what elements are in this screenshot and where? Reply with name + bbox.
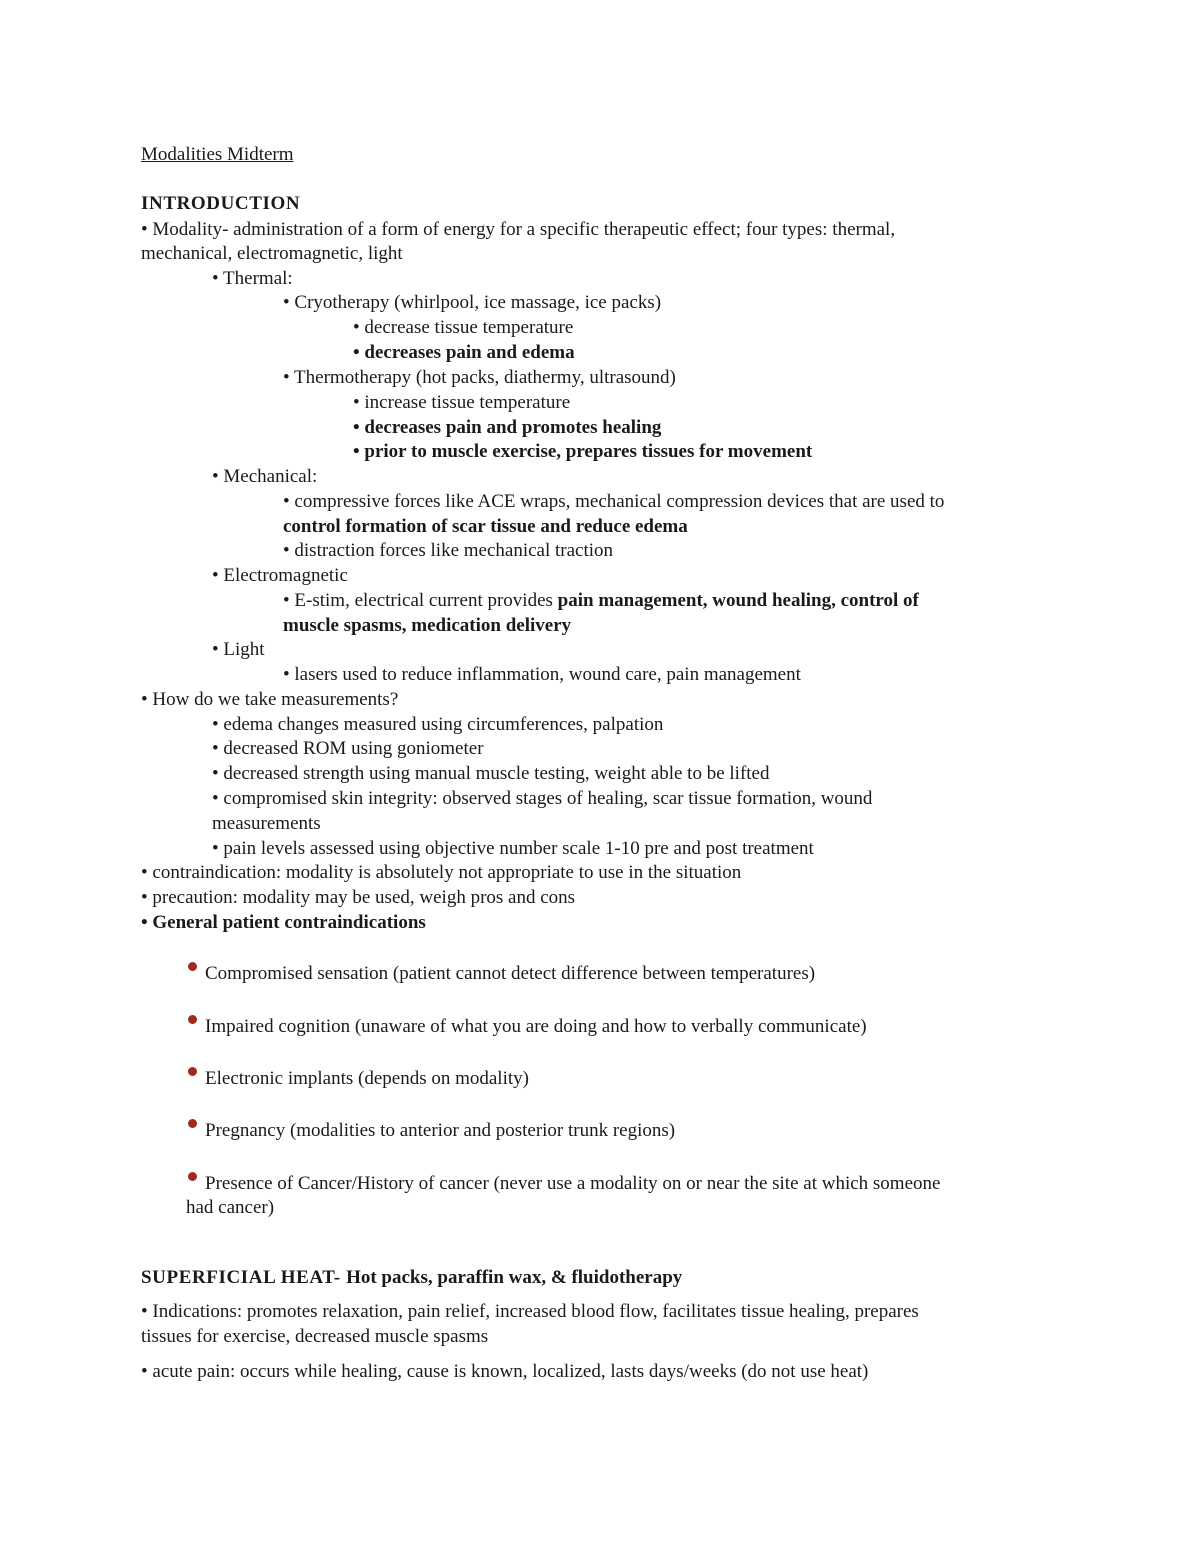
- compressive-forces-line-2: [283, 515, 688, 539]
- contraindication-item-4: [188, 1119, 675, 1143]
- contraindication-item-3: [188, 1067, 529, 1091]
- thermotherapy-effect-3: [353, 440, 812, 464]
- red-bullet-icon: [188, 1067, 197, 1076]
- measurement-skin-line-2: measurements: [212, 813, 321, 834]
- cryotherapy-effect-1: • decrease tissue temperature: [353, 317, 574, 338]
- contraindication-item-5-line-1: [188, 1172, 940, 1196]
- section-heading-superficial-heat: [141, 1266, 682, 1290]
- red-bullet-icon: [188, 1119, 197, 1128]
- electromagnetic-item: • Electromagnetic: [212, 565, 348, 586]
- measurements-question: • How do we take measurements?: [141, 689, 399, 710]
- contraindication-item-4-text: Pregnancy (modalities to anterior and posterior trunk regions): [205, 1120, 676, 1141]
- general-contraindications-bold: • General patient contraindications: [141, 912, 426, 933]
- superficial-heat-rest: Hot packs, paraffin wax, & fluidotherapy: [346, 1267, 683, 1288]
- thermotherapy-effect-3-bold: • prior to muscle exercise, prepares tissues for movement: [353, 441, 813, 462]
- distraction-forces-item: • distraction forces like mechanical traction: [283, 540, 614, 561]
- superficial-heat-caps: SUPERFICIAL HEAT-: [141, 1267, 347, 1288]
- thermotherapy-effect-1: • increase tissue temperature: [353, 392, 571, 413]
- estim-line-1-bold: pain management, wound healing, control of: [557, 590, 919, 611]
- measurement-pain: • pain levels assessed using objective number scale 1-10 pre and post treatment: [212, 838, 814, 859]
- compressive-forces-line-1: • compressive forces like ACE wraps, mechanical compression devices that are used to: [283, 491, 945, 512]
- contraindication-item-3-text: Electronic implants (depends on modality): [205, 1068, 529, 1089]
- measurement-skin-line-1: • compromised skin integrity: observed stages of healing, scar tissue formation, wound: [212, 788, 873, 809]
- contraindication-item-2-text: Impaired cognition (unaware of what you are doing and how to verbally communicate): [205, 1016, 867, 1037]
- red-bullet-icon: [188, 1172, 197, 1181]
- heat-indications-line-1: • Indications: promotes relaxation, pain relief, increased blood flow, facilitates tissue healing, prepares: [141, 1301, 919, 1322]
- red-bullet-icon: [188, 962, 197, 971]
- red-bullet-icon: [188, 1015, 197, 1024]
- contraindication-item-2: [188, 1015, 867, 1039]
- light-item: • Light: [212, 639, 265, 660]
- modality-definition-line-2: mechanical, electromagnetic, light: [141, 243, 403, 264]
- measurement-strength: • decreased strength using manual muscle testing, weight able to be lifted: [212, 763, 770, 784]
- estim-line-2: [283, 614, 571, 638]
- modality-definition-line-1: • Modality- administration of a form of energy for a specific therapeutic effect; four types: thermal,: [141, 219, 896, 240]
- thermotherapy-item: • Thermotherapy (hot packs, diathermy, ultrasound): [283, 367, 676, 388]
- lasers-item: • lasers used to reduce inflammation, wound care, pain management: [283, 664, 801, 685]
- contraindication-item-5-line-2: had cancer): [186, 1197, 275, 1218]
- acute-pain-item: • acute pain: occurs while healing, cause is known, localized, lasts days/weeks (do not use heat): [141, 1361, 869, 1382]
- estim-line-1-plain: • E-stim, electrical current provides: [283, 590, 558, 611]
- thermotherapy-effect-2-bold: • decreases pain and promotes healing: [353, 417, 662, 438]
- cryotherapy-item: • Cryotherapy (whirlpool, ice massage, ice packs): [283, 292, 662, 313]
- compressive-forces-line-2-bold: control formation of scar tissue and reduce edema: [283, 516, 688, 537]
- estim-line-2-bold: muscle spasms, medication delivery: [283, 615, 572, 636]
- general-contraindications-heading: [141, 911, 426, 935]
- contraindication-item-1-text: Compromised sensation (patient cannot detect difference between temperatures): [205, 963, 816, 984]
- cryotherapy-effect-2: [353, 341, 575, 365]
- heat-indications-line-2: tissues for exercise, decreased muscle spasms: [141, 1326, 489, 1347]
- measurement-edema: • edema changes measured using circumferences, palpation: [212, 714, 664, 735]
- cryotherapy-effect-2-bold: • decreases pain and edema: [353, 342, 575, 363]
- thermotherapy-effect-2: [353, 416, 661, 440]
- document-title: Modalities Midterm: [141, 144, 294, 165]
- thermal-item: • Thermal:: [212, 268, 293, 289]
- measurement-rom: • decreased ROM using goniometer: [212, 738, 484, 759]
- precaution-definition: • precaution: modality may be used, weigh pros and cons: [141, 887, 576, 908]
- estim-line-1: [283, 589, 919, 613]
- contraindication-item-1: [188, 962, 815, 986]
- section-heading-introduction: INTRODUCTION: [141, 193, 301, 214]
- mechanical-item: • Mechanical:: [212, 466, 318, 487]
- contraindication-item-5-text: Presence of Cancer/History of cancer (never use a modality on or near the site at which someone: [205, 1173, 941, 1194]
- contraindication-definition: • contraindication: modality is absolutely not appropriate to use in the situation: [141, 862, 742, 883]
